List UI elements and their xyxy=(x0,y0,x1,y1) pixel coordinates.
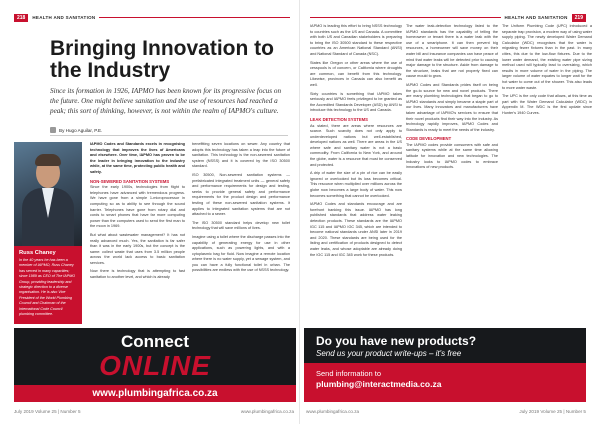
paragraph: ISO 30500, Non-sewered sanitation systems — prefabricated integrated treatment units — general safety and performance requirements for design and testing, seeks to provide general safety and performance requirements for the product design and performance testing of these non-sewered sanitation systems. It applies to integrated sanitation systems that are not attached to a sewer. xyxy=(192,172,290,217)
right-column-2 xyxy=(406,24,498,322)
right-column-1 xyxy=(310,24,402,322)
right-column-3 xyxy=(502,24,592,322)
page-header xyxy=(14,13,294,22)
section-label: HEALTH AND SANITATION xyxy=(504,15,568,20)
paragraph: IAPMO is leading this effort to bring NSSS technology to countries such as the US and Canada. A committee with both US and Canadian stakeholders is preparing to bring the ISO 30500 standard to these respective countries as an American National Standard (ANSI) and National Standard of Canada (NSC). xyxy=(310,24,402,56)
ad-email-link[interactable]: plumbing@interactmedia.co.za xyxy=(316,379,442,389)
ad-contact-band xyxy=(304,363,586,402)
photo-hair-shape xyxy=(35,154,61,166)
paragraph: The ISO 30500 standard helps develop new toilet technology that will save millions of lives. xyxy=(192,220,290,231)
left-column-1 xyxy=(90,142,185,327)
lead-paragraph: IAPMO Codes and Standards excels in recognising technology that improves the lives of Americans and elsewhere. Over time, IAPMO has proven to be the leader in bringing innovation to the industry while, at the same time, protecting public health and safety. xyxy=(90,142,185,174)
ad-subline: Send us your product write-ups – it's free xyxy=(316,349,462,358)
page-header xyxy=(306,13,586,22)
ad-info-text: Send information to xyxy=(316,369,382,378)
paragraph: States like Oregon or other areas where the use of cesspools is of concern, or California where droughts are common, can benefit from this technology. Likewise, provinces in Canada can also benefit as well. xyxy=(310,60,402,87)
subheading-leak-detection: LEAK DETECTION SYSTEMS xyxy=(310,116,368,122)
paragraph: The Uniform Plumbing Code (UPC) introduced a separate trap provision, a modern way of using water supply piping. The newly developed Water Demand Calculator (WDC) recognises that the water is migrating fewer fixtures than in the past. In many cities, this due to the low-flow fixtures. Due to the lower water demand, the existing water pipe sizing method used will typically lead to oversizing, which results in more volume of water in the piping. The larger volume of water equates to longer wait for the hot water to come out of the shower. This also leads to more water waste. xyxy=(502,24,592,90)
paragraph: The water leak-detection technology listed to the IAPMO standards has the capability of telling the homeowner or tenant there is a water leak with the use of a smartphone. It can then prevent big resources, a homeowner will save money on their water bill and insurance companies can have peace of mind that water leaks will be detected prior to causing major damage to the structure. Aside from damage to the structure, leaks that are not properly fixed can cause mould to grow. xyxy=(406,24,498,79)
left-column-2 xyxy=(192,142,290,327)
new-products-ad[interactable] xyxy=(304,328,586,402)
author-icon xyxy=(50,127,56,133)
paragraph: Imagine using a toilet where the discharge passes into the capability of generating energy for use in other applications, such as powering lights, and with a cytoplasmic bag for fluid. Now imagine a remote location where there is no water supply, yet a sewage system, and you can have a fully functional toilet in urban. The possibilities are endless with the use of NSSS technology. xyxy=(192,234,290,273)
paragraph: Sixty countries is something that IAPMO takes seriously and IAPMO feels privileged to be granted as the Accredited Standards Developer (ASD) by ANSI to introduce this technology to the US and Canada. xyxy=(310,91,402,113)
header-rule xyxy=(310,17,501,18)
page-number: 218 xyxy=(14,14,28,22)
article-title: Bringing Innovation to the Industry xyxy=(50,37,274,82)
footer-site[interactable]: www.plumbingafrica.co.za xyxy=(306,408,360,414)
byline xyxy=(50,127,102,133)
author-name: Russ Chaney xyxy=(19,250,56,256)
paragraph: The IAPMO codes provide consumers with safe and sanitary systems while at the same time allowing latitude for innovation and new technologies. The Industry looks to IAPMO codes to embrace innovations of new products. xyxy=(406,142,498,170)
right-page xyxy=(300,0,600,424)
page-footer xyxy=(306,406,586,416)
article-intro: Since its formation in 1926, IAPMO has been known for its progressive focus on the future. One might believe sanitation and the use of resources had reached a peak; this sort of thinking, however, is not within the realm of IAPMO's culture. xyxy=(50,87,282,115)
author-photo xyxy=(14,142,82,246)
paragraph: IAPMO Codes and standards encourage and are forefront banking this issue. IAPMO has long published standards that address water leaking detection products. These standards are the IAPMO IGC 115 and IAPMO IGC 345, which are intended to become national standards under ANSI later in 2019 and 2020. These standards are being used for the listing and certification of products designed to detect water leaks, and whose adoptable are already doing the IGC 115 and IGC 345 work for these products. xyxy=(310,202,402,257)
paragraph: The UPC is the only code that allows, at this time as part with the Water Demand Calculator (WDC) in Appendix M. The WDC is the first update since Hunter's 1940 Curves. xyxy=(502,94,592,115)
author-bio: In the 40 years he has been a member of IAPMO, Russ Chaney has served in many capacities; since 1989 as CEO of The IAPMO Group, providing leadership and strategic direction to a diverse organisation. He is also Vice President of the World Plumbing Council and Chairman of the International Code Council plumbing committee. xyxy=(19,258,76,317)
ad-url-link[interactable]: www.plumbingafrica.co.za xyxy=(14,385,296,402)
subheading-code-development: CODE DEVELOPMENT xyxy=(406,136,452,142)
footer-site[interactable]: www.plumbingafrica.co.za xyxy=(240,408,294,414)
paragraph: But what about wastewater management? It has not really advanced much. Yes, the sanitation is far safer than it was in the early 1900s, but the concept is the same: collect waste that uses from 3.5 million people across the world lack access to basic sanitation services. xyxy=(90,232,185,265)
footer-issue: July 2019 Volume 25 | Number 5 xyxy=(519,408,586,414)
byline-text: By Hugo Aguilar, P.E. xyxy=(59,127,103,133)
ad-headline: Do you have new products? xyxy=(316,334,477,348)
footer-issue: July 2019 Volume 25 | Number 5 xyxy=(14,408,81,414)
author-bio-box xyxy=(14,246,82,324)
paragraph: IAPMO Codes and Standards prides itself on being the go-to source for new and novel products. There are many plumbing technologies that began to go to IAPMO standards and simply became a staple part of our lives. Many innovators and manufacturers have taken advantage of IAPMO's services to ensure that their novel products find their way into the industry. As technology rapidly improves, IAPMO Codes and Standards is ready to meet the needs of the industry. xyxy=(406,82,498,132)
page-number: 219 xyxy=(572,14,586,22)
paragraph: benefitting seven locations on sewer. Any country that adopts this technology has taken a leap into the future of sanitation. This technology is the non-sewered sanitation system (NSSS) and it is covered by the ISO 30500 standard. xyxy=(192,142,290,169)
page-footer xyxy=(14,406,294,416)
header-rule xyxy=(99,17,290,18)
section-label: HEALTH AND SANITATION xyxy=(32,15,96,20)
subheading-nsss: NON-SEWERED SANITATION SYSTEMS xyxy=(90,178,170,184)
ad-online-text: ONLINE xyxy=(99,350,211,381)
byline-divider xyxy=(50,135,288,136)
paragraph: Now there is technology that is attempting to fast sanitation to another level, and which is already xyxy=(90,269,185,280)
paragraph: Since the early 1900s, technologies from flight to telephones have advanced with tremendous progress. We have gone from a simple 1-microprocessor in computing so as to ability to see through the sound barrier. Telephones have gone from rotary dial and cords to smart phones that have far more computing power than the computers used to send the first man to the moon in 1969. xyxy=(90,185,185,229)
connect-online-ad[interactable] xyxy=(14,328,296,402)
paragraph: As stated, there are areas where resources are scarce. Such scarcity does not only apply to underdeveloped nations but well-established, developed nations as well. There are areas in the US where safe and sanitary water is not a basic commodity. From California to New York, and around the globe, water is a resource that must be conserved and protected. xyxy=(310,123,402,167)
ad-connect-text: Connect xyxy=(121,332,189,351)
paragraph: A drip of water the size of a pin of rice can be easily ignored or overlooked but its loss becomes critical. This resource when multiplied over millions across the globe now becomes a large body of water. This now becomes something that cannot be overlooked. xyxy=(310,171,402,198)
